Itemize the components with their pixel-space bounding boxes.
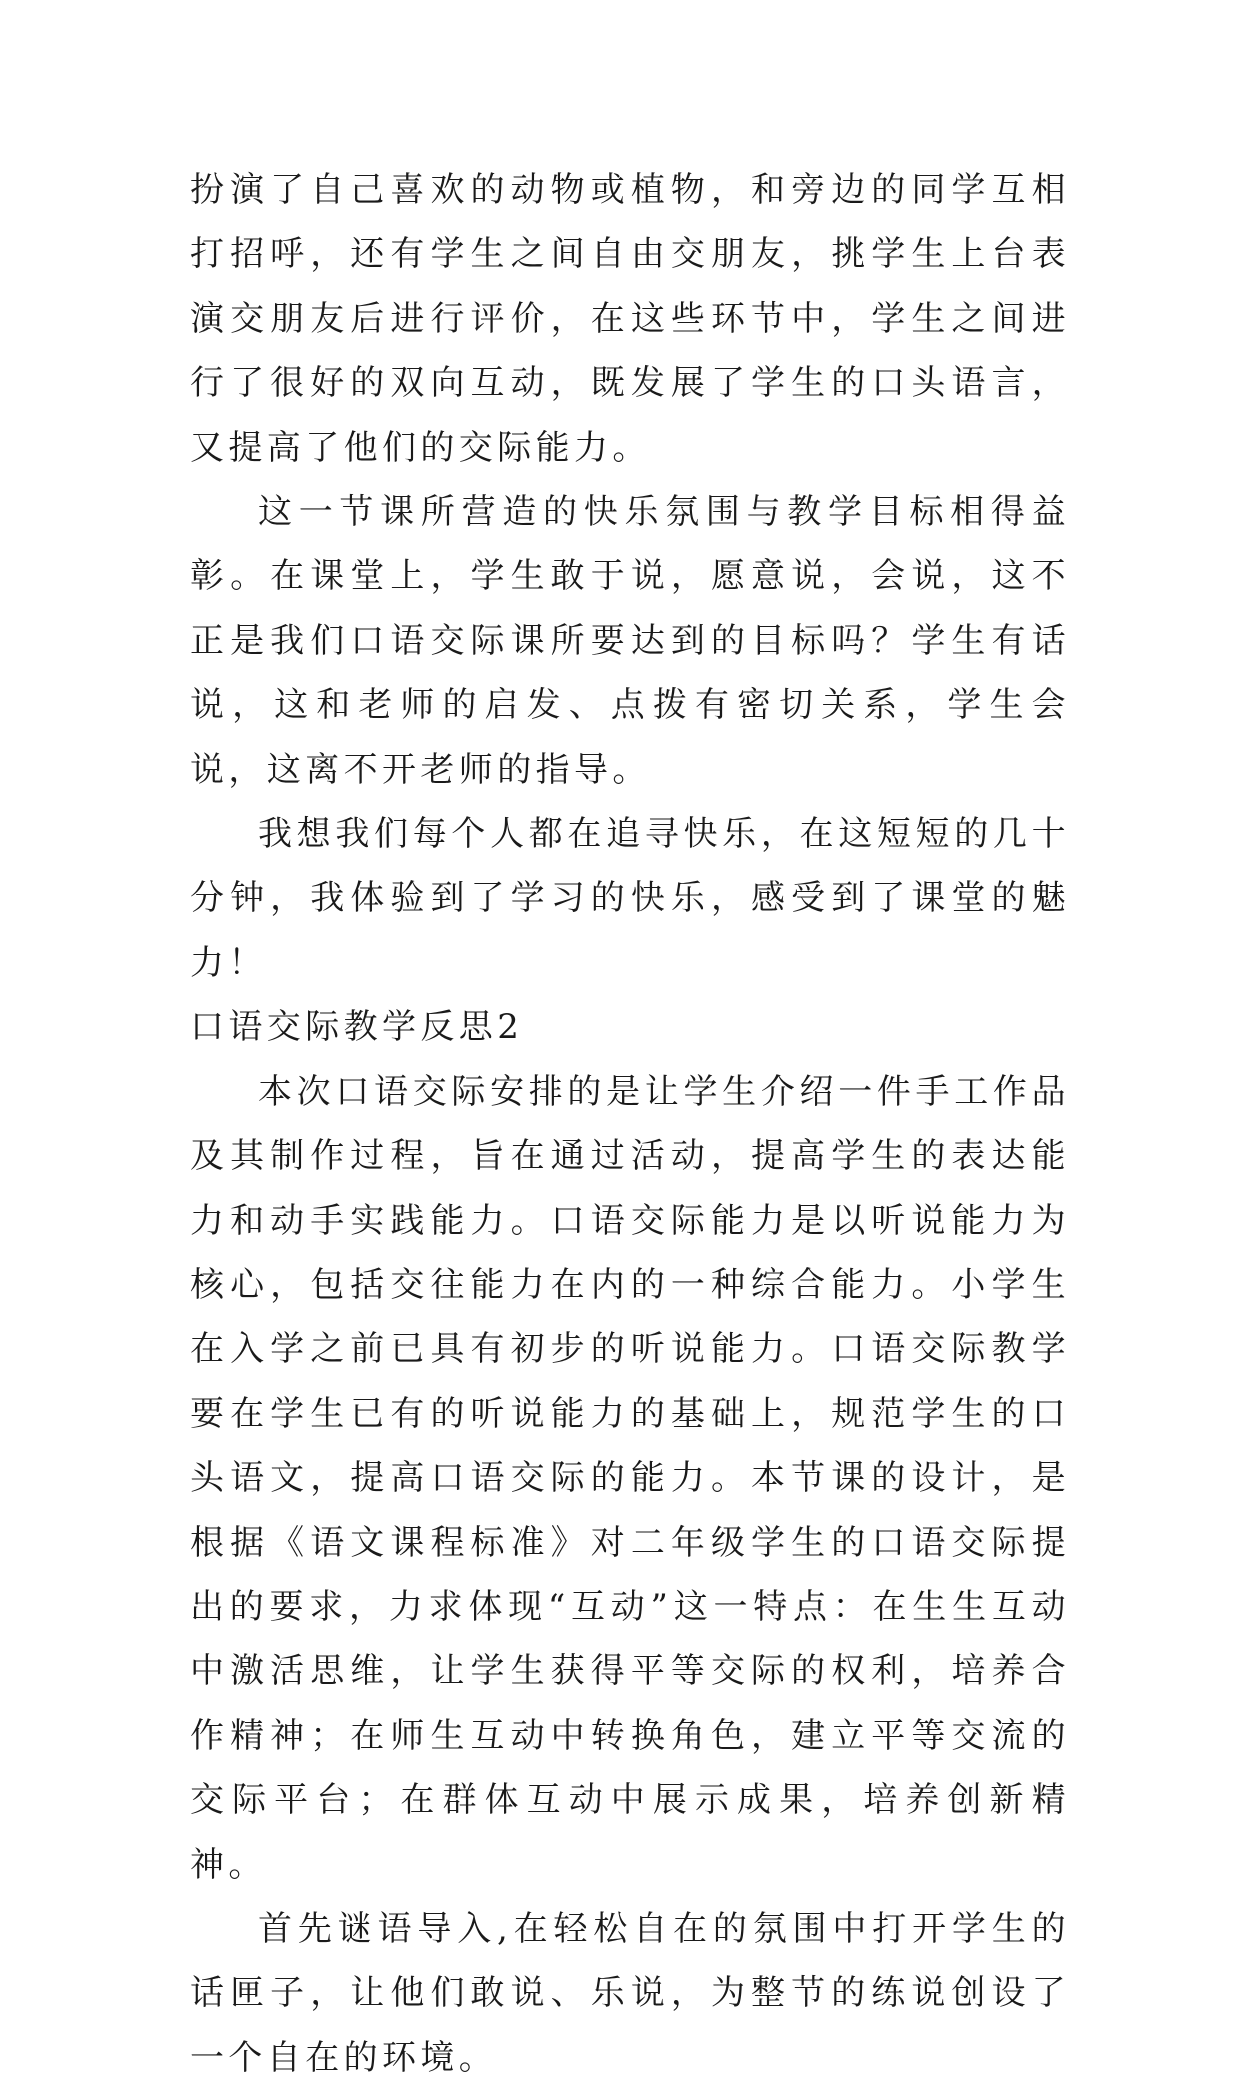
paragraph: 首先谜语导入,在轻松自在的氛围中打开学生的话匣子，让他们敢说、乐说，为整节的练说创设了一个自在的环境。: [190, 1908, 1070, 2078]
paragraph: 这一节课所营造的快乐氛围与教学目标相得益彰。在课堂上，学生敢于说，愿意说，会说，这不正是我们口语交际课所要达到的目标吗？学生有话说，这和老师的启发、点拨有密切关系，学生会说，这离不开老师的指导。: [190, 492, 1070, 790]
paragraph-continued: 扮演了自己喜欢的动物或植物，和旁边的同学互相打招呼，还有学生之间自由交朋友，挑学生上台表演交朋友后进行评价，在这些环节中，学生之间进行了很好的双向互动，既发展了学生的口头语言，又提高了他们的交际能力。: [190, 170, 1070, 468]
paragraph: 本次口语交际安排的是让学生介绍一件手工作品及其制作过程，旨在通过活动，提高学生的表达能力和动手实践能力。口语交际能力是以听说能力为核心，包括交往能力在内的一种综合能力。小学生在入学之前已具有初步的听说能力。口语交际教学要在学生已有的听说能力的基础上，规范学生的口头语文，提高口语交际的能力。本节课的设计，是根据《语文课程标准》对二年级学生的口语交际提出的要求，力求体现“互动”这一特点：在生生互动中激活思维，让学生获得平等交际的权利，培养合作精神；在师生互动中转换角色，建立平等交流的交际平台；在群体互动中展示成果，培养创新精神。: [190, 1071, 1070, 1885]
paragraph: 我想我们每个人都在追寻快乐，在这短短的几十分钟，我体验到了学习的快乐，感受到了课堂的魅力！: [190, 814, 1070, 983]
section-heading: 口语交际教学反思2: [190, 1007, 524, 1048]
document-page: [190, 158, 1070, 2090]
